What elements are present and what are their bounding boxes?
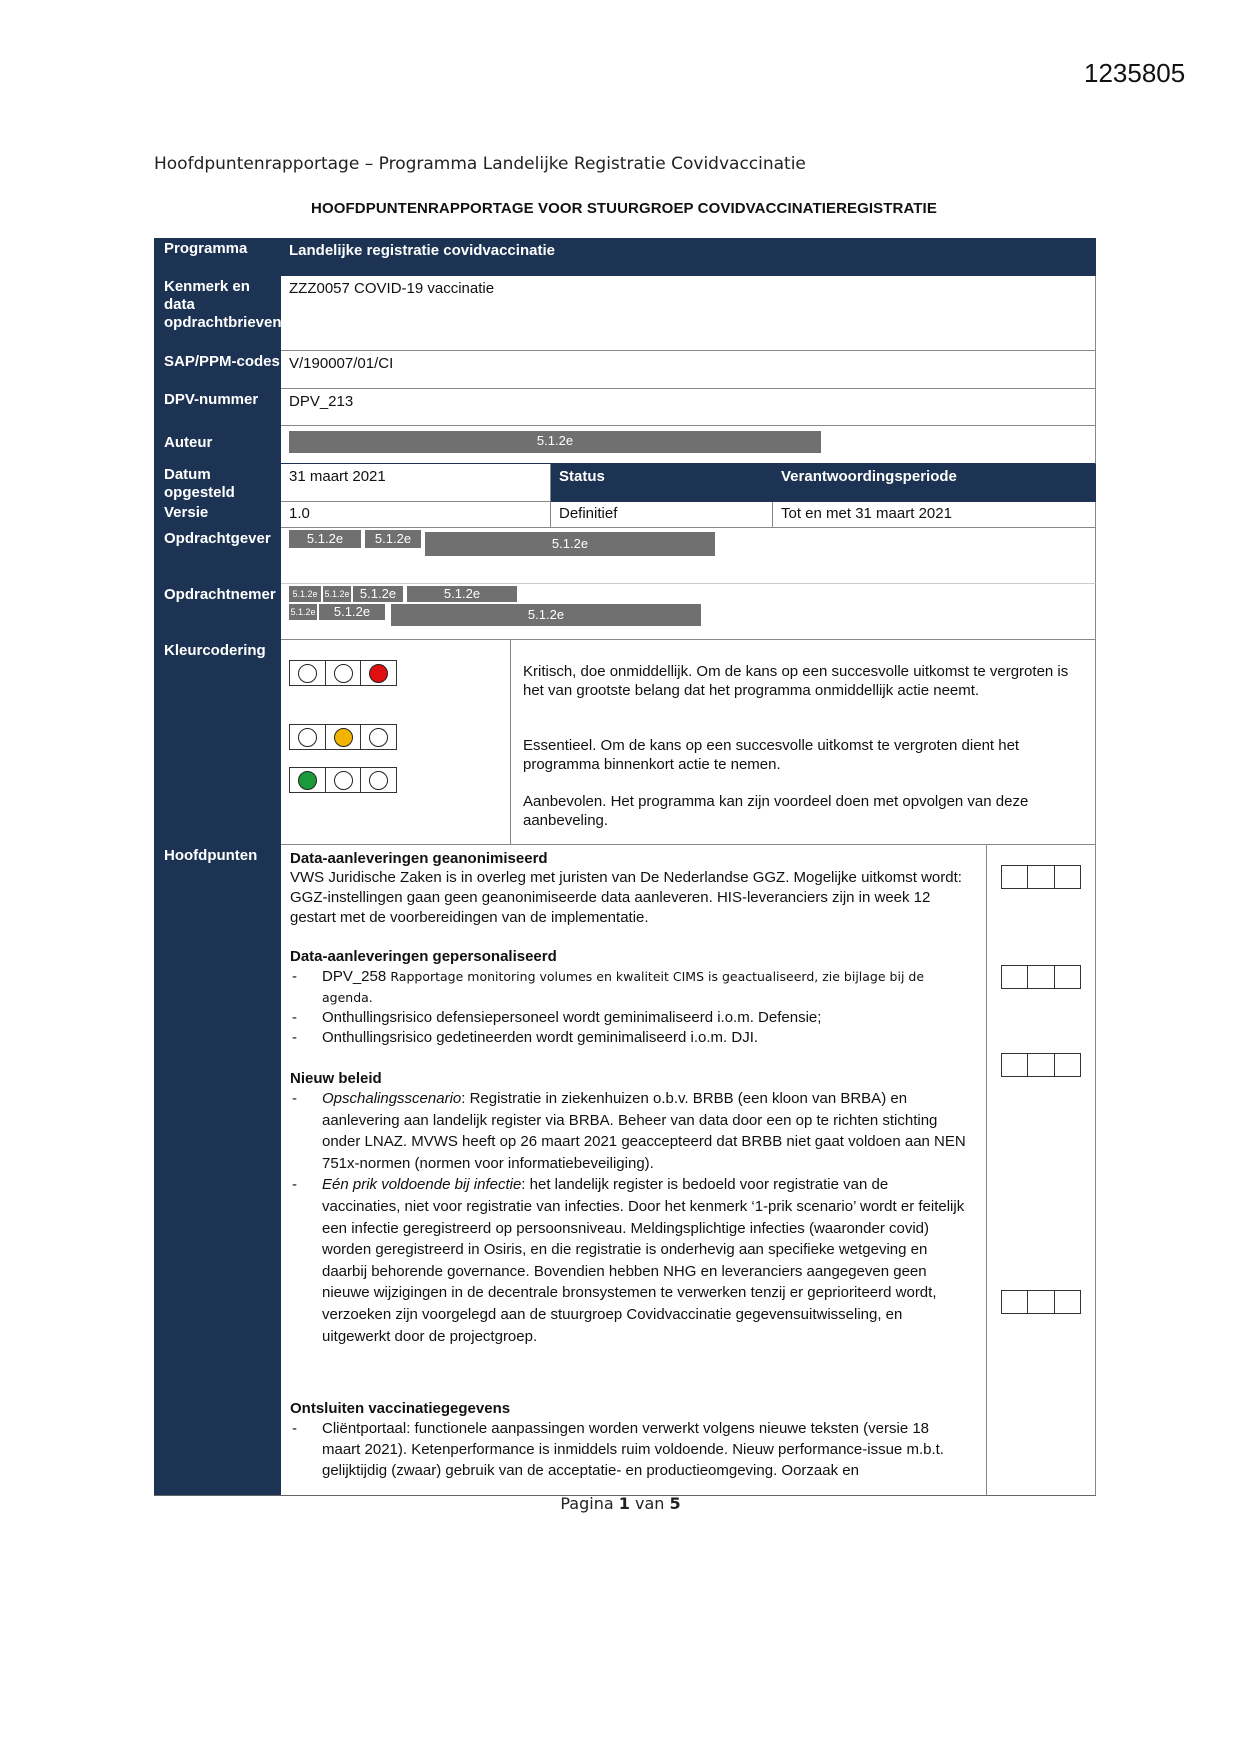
empty-circle-icon (334, 771, 353, 790)
redaction: 5.1.2e (289, 604, 317, 620)
label-sap: SAP/PPM-codes (154, 351, 281, 389)
value-sap: V/190007/01/CI (281, 351, 1096, 389)
traffic-light-green (289, 767, 397, 793)
redaction: 5.1.2e (289, 530, 361, 548)
empty-circle-icon (298, 728, 317, 747)
label-opdrachtnemer: Opdrachtnemer (154, 584, 281, 640)
rating-box (1001, 865, 1081, 889)
list-item: - Onthullingsrisico defensiepersoneel wordt geminimaliseerd i.o.m. Defensie; (290, 1008, 970, 1028)
header-status: Status (551, 464, 773, 502)
document-number: 1235805 (1084, 58, 1186, 88)
value-status: Definitief (551, 502, 773, 528)
redaction-auteur: 5.1.2e (289, 431, 821, 453)
rating-box (1001, 1290, 1081, 1314)
label-dpv: DPV-nummer (154, 389, 281, 426)
redaction: 5.1.2e (353, 586, 403, 602)
label-kleurcodering: Kleurcodering (154, 640, 281, 845)
column-divider (986, 845, 987, 1495)
redaction: 5.1.2e (391, 604, 701, 626)
emphasis: Eén prik voldoende bij infectie (322, 1176, 522, 1194)
page-footer (0, 1494, 1241, 1513)
section-gepersonaliseerd (290, 948, 970, 1048)
empty-circle-icon (298, 664, 317, 683)
list-item (290, 1174, 970, 1347)
value-programma: Landelijke registratie covidvaccinatie (281, 238, 1096, 276)
section-ontsluiten (290, 1400, 970, 1481)
right-border (1095, 845, 1096, 1495)
redaction: 5.1.2e (365, 530, 421, 548)
value-kenmerk: ZZZ0057 COVID-19 vaccinatie (281, 276, 1096, 351)
value-datum: 31 maart 2021 (281, 464, 551, 502)
total-pages: 5 (669, 1494, 681, 1513)
section-title: Nieuw beleid (290, 1070, 382, 1087)
value-verantwoording: Tot en met 31 maart 2021 (773, 502, 1096, 528)
section-nieuw-beleid (290, 1070, 970, 1347)
report-title: HOOFDPUNTENRAPPORTAGE VOOR STUURGROEP COVIDVACCINATIEREGISTRATIE (311, 200, 937, 217)
redaction: 5.1.2e (289, 586, 321, 602)
value-opdrachtgever (281, 528, 1096, 584)
label-opdrachtgever: Opdrachtgever (154, 528, 281, 584)
rating-box (1001, 1053, 1081, 1077)
footer-prefix: Pagina (560, 1494, 619, 1513)
empty-circle-icon (369, 728, 388, 747)
section-text: VWS Juridische Zaken is in overleg met juristen van De Nederlandse GGZ. Mogelijke uitkomst wordt: GGZ-instellingen gaan geen geanonimiseerde data aanleveren. HIS-leveranciers zijn in week 12 gestart met de voorbereidingen van de implementatie. (290, 869, 962, 926)
list-item-text: Rapportage monitoring volumes en kwaliteit CIMS is geactualiseerd, zie bijlage bij de agenda. (322, 969, 925, 1005)
value-versie: 1.0 (281, 502, 551, 528)
label-hoofdpunten: Hoofdpunten (154, 845, 281, 1495)
traffic-lights-cell (281, 640, 511, 845)
running-header: Hoofdpuntenrapportage – Programma Landelijke Registratie Covidvaccinatie (154, 154, 806, 174)
amber-circle-icon (334, 728, 353, 747)
value-auteur (281, 426, 1096, 464)
label-datum: Datum opgesteld (154, 464, 281, 502)
dpv-ref: DPV_258 (322, 968, 387, 985)
label-auteur: Auteur (154, 426, 281, 464)
green-circle-icon (298, 771, 317, 790)
section-title: Data-aanleveringen geanonimiseerd (290, 850, 548, 867)
section-title: Ontsluiten vaccinatiegegevens (290, 1400, 511, 1417)
rating-box (1001, 965, 1081, 989)
section-title: Data-aanleveringen gepersonaliseerd (290, 948, 557, 965)
emphasis: Opschalingsscenario (322, 1090, 462, 1107)
label-versie: Versie (154, 502, 281, 528)
redaction: 5.1.2e (319, 604, 385, 620)
redaction: 5.1.2e (323, 586, 351, 602)
current-page: 1 (618, 1494, 630, 1513)
traffic-light-red (289, 660, 397, 686)
redaction: 5.1.2e (425, 532, 715, 556)
kleur-kritisch: Kritisch, doe onmiddellijk. Om de kans op een succesvolle uitkomst te vergroten is het van grootste belang dat het programma onmiddellijk actie neemt. (523, 663, 1069, 699)
label-programma: Programma (154, 238, 281, 276)
header-verantwoording: Verantwoordingsperiode (773, 464, 1096, 502)
list-item-text: : Registratie in ziekenhuizen o.b.v. BRBB (een kloon van BRBA) en aanlevering aan landelijk register via BRBA. Beheer van data door een op te richten stichting onder LNAZ. MVWS heeft op 26 maart 2021 geaccepteerd dat BRBB niet gaat voldoen aan NEN 751x-normen (normen voor informatiebeveiliging). (322, 1090, 966, 1172)
list-item: - Onthullingsrisico gedetineerden wordt geminimaliseerd i.o.m. DJI. (290, 1028, 970, 1048)
empty-circle-icon (369, 771, 388, 790)
list-item (290, 1088, 970, 1174)
label-kenmerk: Kenmerk en data opdrachtbrieven (154, 276, 281, 351)
section-geanonimiseerd (290, 850, 970, 928)
list-item-text: : het landelijk register is bedoeld voor registratie van de vaccinaties, niet voor registratie van infecties. Door het kenmerk ‘1-prik scenario’ wordt er feitelijk een infectie geregistreerd op persoonsniveau. Meldingsplichtige infecties (waaronder covid) worden geregistreerd in Osiris, en die registratie is onderhevig aan specifieke wetgeving en daarbij behorende governance. Bovendien hebben NHG en leveranciers aangegeven geen nieuwe wijzigingen in de decentrale bronsystemen te verwerken tenzij er geprioriteerd wordt, verzoeken zijn voorgelegd aan de stuurgroep Covidvaccinatie gegevensuitwisseling, en uitgewerkt door de projectgroep. (322, 1176, 965, 1345)
list-item: - Cliëntportaal: functionele aanpassingen worden verwerkt volgens nieuwe teksten (versie 18 maart 2021). Ketenperformance is inmiddels ruim voldoende. Nieuw performance-issue m.b.t. gelijktijdig (zwaar) gebruik van de acceptatie- en productieomgeving. Oorzaak en (290, 1418, 970, 1481)
list-item (290, 966, 970, 1008)
kleur-aanbevolen: Aanbevolen. Het programma kan zijn voordeel doen met opvolgen van deze aanbeveling. (523, 793, 1029, 829)
value-opdrachtnemer (281, 584, 1096, 640)
value-dpv: DPV_213 (281, 389, 1096, 426)
report-table (154, 238, 1096, 1496)
traffic-light-amber (289, 724, 397, 750)
empty-circle-icon (334, 664, 353, 683)
footer-mid: van (629, 1494, 670, 1513)
kleur-essentieel: Essentieel. Om de kans op een succesvolle uitkomst te vergroten dient het programma binnenkort actie te nemen. (523, 737, 1020, 773)
redaction: 5.1.2e (407, 586, 517, 602)
red-circle-icon (369, 664, 388, 683)
